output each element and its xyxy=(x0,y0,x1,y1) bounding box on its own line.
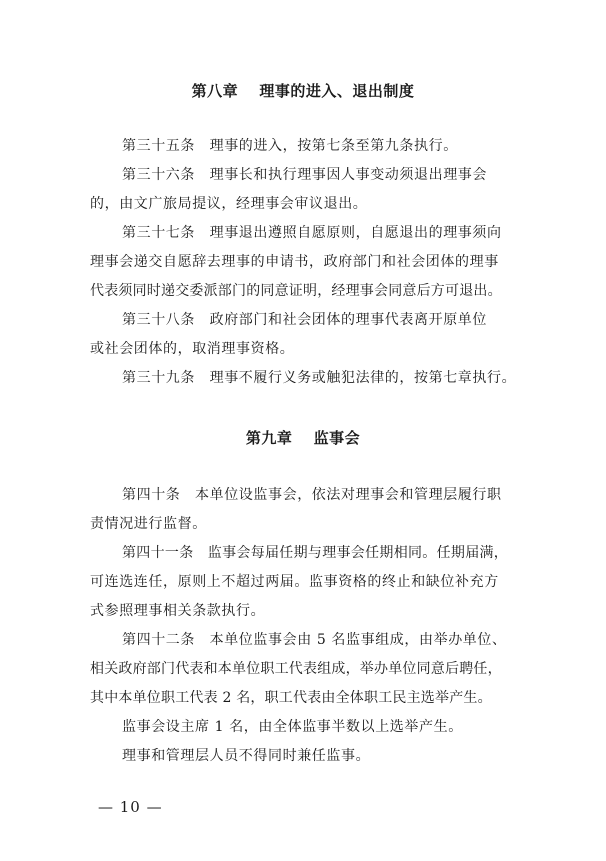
article-40-line-1: 第四十条 本单位设监事会，依法对理事会和管理层履行职 xyxy=(122,487,502,503)
article-35-line-1: 第三十五条 理事的进入，按第七条至第九条执行。 xyxy=(122,138,458,154)
article-41-line-3: 式参照理事相关条款执行。 xyxy=(90,603,266,619)
article-37-line-2: 理事会递交自愿辞去理事的申请书，政府部门和社会团体的理事 xyxy=(90,254,499,270)
article-36-line-2: 的，由文广旅局提议，经理事会审议退出。 xyxy=(90,196,368,212)
article-39-line-1: 第三十九条 理事不履行义务或触犯法律的，按第七章执行。 xyxy=(122,370,517,386)
article-42-line-5: 理事和管理层人员不得同时兼任监事。 xyxy=(122,748,371,764)
article-41-line-1: 第四十一条 监事会每届任期与理事会任期相同。任期届满， xyxy=(122,545,509,561)
article-36-line-1: 第三十六条 理事长和执行理事因人事变动须退出理事会 xyxy=(122,167,487,183)
article-38-line-1: 第三十八条 政府部门和社会团体的理事代表离开原单位 xyxy=(122,312,487,328)
page-number: — 10 — xyxy=(98,798,163,816)
article-42-line-3: 其中本单位职工代表 2 名，职工代表由全体职工民主选举产生。 xyxy=(90,690,492,706)
article-42-line-2: 相关政府部门代表和本单位职工代表组成，举办单位同意后聘任， xyxy=(90,661,502,677)
article-37-line-1: 第三十七条 理事退出遵照自愿原则，自愿退出的理事须向 xyxy=(122,225,502,241)
article-40-line-2: 责情况进行监督。 xyxy=(90,516,207,532)
article-37-line-3: 代表须同时递交委派部门的同意证明，经理事会同意后方可退出。 xyxy=(90,283,502,299)
chapter-8-heading: 第八章 理事的进入、退出制度 xyxy=(191,82,415,100)
article-41-line-2: 可连选连任，原则上不超过两届。监事资格的终止和缺位补充方 xyxy=(90,574,499,590)
article-38-line-2: 或社会团体的，取消理事资格。 xyxy=(90,341,295,357)
article-42-line-4: 监事会设主席 1 名，由全体监事半数以上选举产生。 xyxy=(122,719,463,735)
article-42-line-1: 第四十二条 本单位监事会由 5 名监事组成，由举办单位、 xyxy=(122,632,507,648)
chapter-9-heading: 第九章 监事会 xyxy=(245,429,361,447)
